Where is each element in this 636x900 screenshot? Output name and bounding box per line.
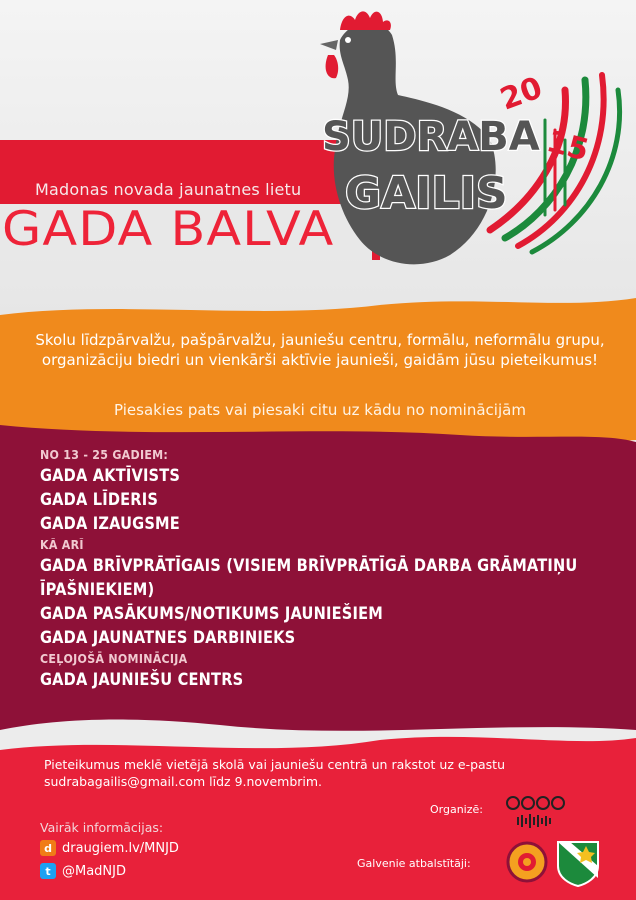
madona-coat-of-arms [556, 838, 600, 888]
nomination-item: GADA IZAUGSME [40, 514, 180, 534]
nominations-list [40, 446, 600, 692]
draugiem-link-text: draugiem.lv/MNJD [62, 840, 179, 856]
nomination-item: GADA PASĀKUMS/NOTIKUMS JAUNIEŠIEM [40, 604, 383, 624]
nomination-item: GADA BRĪVPRĀTĪGAIS (VISIEM BRĪVPRĀTĪGĀ DARBA GRĀMATIŅU ĪPAŠNIEKIEM) [40, 556, 578, 600]
logo-text-sudraba: SUDRABA [322, 114, 540, 160]
application-note: Pieteikumus meklē vietējā skolā vai jauniešu centrā un rakstot uz e-pastu sudrabagailis@gmail.com līdz 9.novembrim. [44, 757, 506, 789]
nomination-item: GADA JAUNATNES DARBINIEKS [40, 628, 296, 648]
rooster-logo [300, 0, 636, 280]
intro-call: Piesakies pats vai piesaki citu uz kādu no nominācijām [114, 401, 526, 419]
sponsor-logo-emblem [505, 840, 549, 884]
intro-text: Skolu līdzpārvalžu, pašpārvalžu, jauniešu centru, formālu, neformālu grupu, organizāciju biedri un vienkārši aktīvie jaunieši, gaidām jūsu pieteikumus! [35, 331, 605, 369]
section-age-range: NO 13 - 25 GADIEM: [40, 448, 169, 462]
twitter-icon: t [40, 863, 56, 879]
twitter-link-text: @MadNJD [62, 863, 127, 879]
twitter-link[interactable] [40, 863, 126, 879]
organizer-label: Organizē: [430, 803, 483, 816]
more-info-label: Vairāk informācijas: [40, 820, 164, 835]
nomination-item: GADA LĪDERIS [40, 490, 159, 510]
mnjd-logo [505, 795, 567, 829]
section-traveling: CEĻOJOŠĀ NOMINĀCIJA [40, 652, 188, 666]
subtitle: Madonas novada jaunatnes lietu [35, 180, 302, 199]
nomination-item: GADA AKTĪVISTS [40, 466, 181, 486]
headline: GADA BALVA [2, 202, 335, 257]
year-top: 20 [495, 70, 547, 118]
draugiem-link[interactable] [40, 840, 179, 856]
logo-text-gailis: GAILIS [345, 168, 508, 219]
sponsor-label: Galvenie atbalstītāji: [357, 857, 471, 870]
nomination-item: GADA JAUNIEŠU CENTRS [40, 670, 244, 690]
year-bottom: 15 [542, 123, 593, 169]
section-also: KĀ ARĪ [40, 538, 84, 552]
draugiem-icon: d [40, 840, 56, 856]
